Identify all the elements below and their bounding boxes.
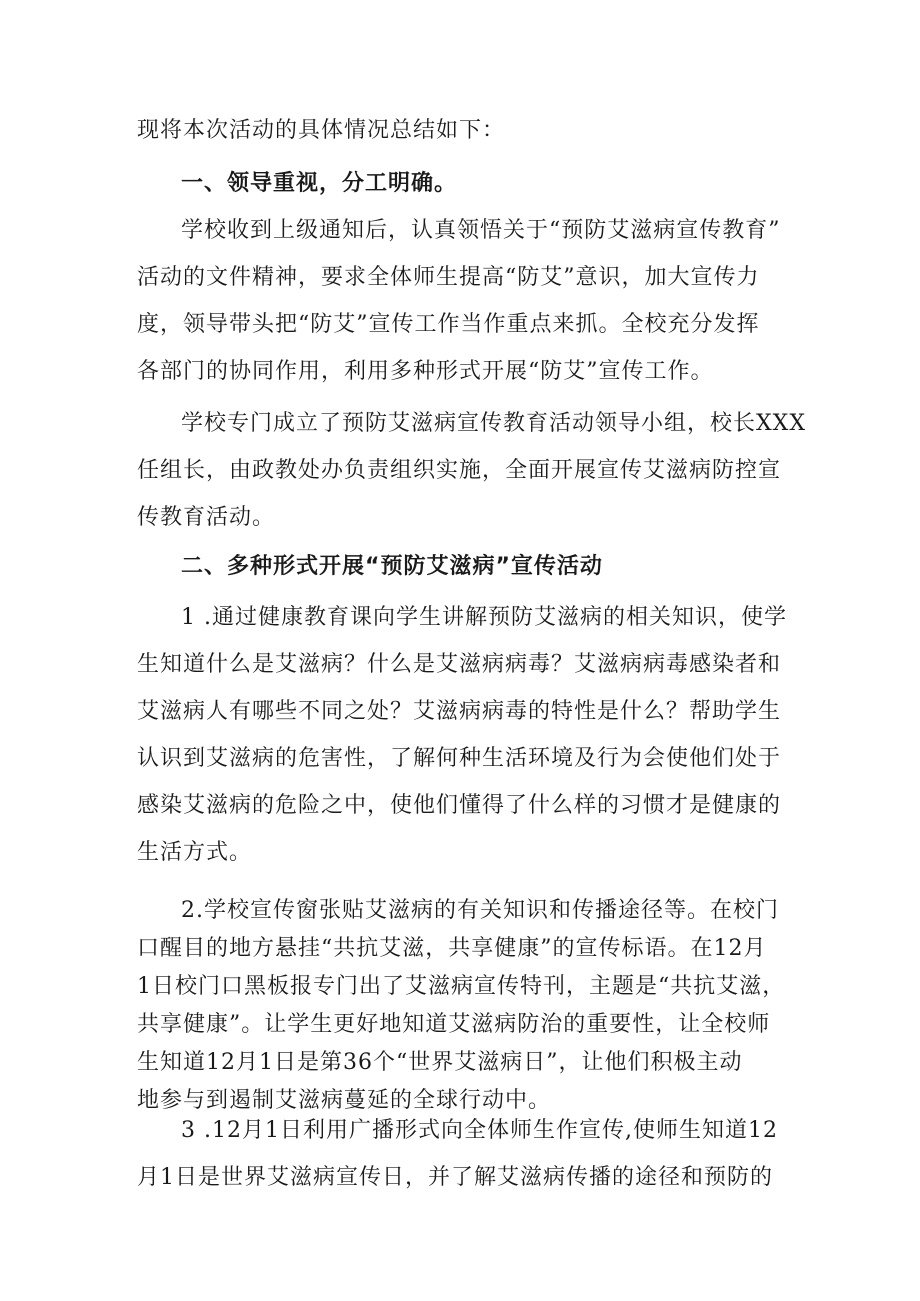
text-line: 月1日是世界艾滋病宣传日，并了解艾滋病传播的途径和预防的	[137, 1165, 773, 1190]
list-item-2	[137, 892, 797, 1120]
text-line: 1日校门口黑板报专门出了艾滋病宣传特刊，主题是“共抗艾滋，	[137, 974, 786, 999]
text-line: 3 .12月1日利用广播形式向全体师生作宣传,使师生知道12	[181, 1118, 778, 1143]
text-line: 度，领导带头把“防艾”宣传工作当作重点来抓。全校充分发挥	[137, 312, 760, 337]
heading-text: 一、领导重视，分工明确。	[181, 171, 458, 196]
text-line: 学校收到上级通知后，认真领悟关于“预防艾滋病宣传教育”	[181, 218, 781, 243]
heading-text: 二、多种形式开展“预防艾滋病”宣传活动	[181, 554, 603, 579]
intro-text	[137, 107, 797, 154]
text-line: 生活方式。	[137, 840, 253, 865]
text-line: 生知道12月1日是第36个“世界艾滋病日”，让他们积极主动	[137, 1050, 743, 1075]
text-line: 感染艾滋病的危险之中，使他们懂得了什么样的习惯才是健康的	[137, 793, 782, 818]
text-line: 艾滋病人有哪些不同之处？艾滋病病毒的特性是什么？帮助学生	[137, 699, 782, 724]
text-line: 2.学校宣传窗张贴艾滋病的有关知识和传播途径等。在校门	[181, 898, 779, 923]
paragraph-team	[137, 400, 806, 541]
list-item-1	[137, 594, 797, 876]
text-line: 活动的文件精神，要求全体师生提高“防艾”意识，加大宣传力	[137, 265, 760, 290]
text-line: 生知道什么是艾滋病？什么是艾滋病病毒？艾滋病病毒感染者和	[137, 652, 782, 677]
text-line: 各部门的协同作用，利用多种形式开展“防艾”宣传工作。	[137, 359, 714, 384]
paragraph-leadership	[137, 207, 797, 395]
text-line: 任组长，由政教处办负责组织实施，全面开展宣传艾滋病防控宣	[137, 458, 782, 483]
list-item-3	[137, 1107, 797, 1201]
section-heading-1	[137, 160, 797, 207]
text-line: 地参与到遏制艾滋病蔓延的全球行动中。	[137, 1088, 552, 1113]
text-line: 认识到艾滋病的危害性，了解何种生活环境及行为会使他们处于	[137, 746, 782, 771]
text-line: 口醒目的地方悬挂“共抗艾滋，共享健康”的宣传标语。在12月	[137, 936, 767, 961]
section-heading-2	[137, 543, 797, 590]
text-line: 1 .通过健康教育课向学生讲解预防艾滋病的相关知识，使学	[181, 605, 787, 630]
text-line: 传教育活动。	[137, 505, 276, 530]
text-line: 共享健康”。让学生更好地知道艾滋病防治的重要性，让全校师	[137, 1012, 771, 1037]
text-line: 现将本次活动的具体情况总结如下：	[137, 118, 506, 143]
text-line: 学校专门成立了预防艾滋病宣传教育活动领导小组，校长XXX	[181, 411, 806, 436]
